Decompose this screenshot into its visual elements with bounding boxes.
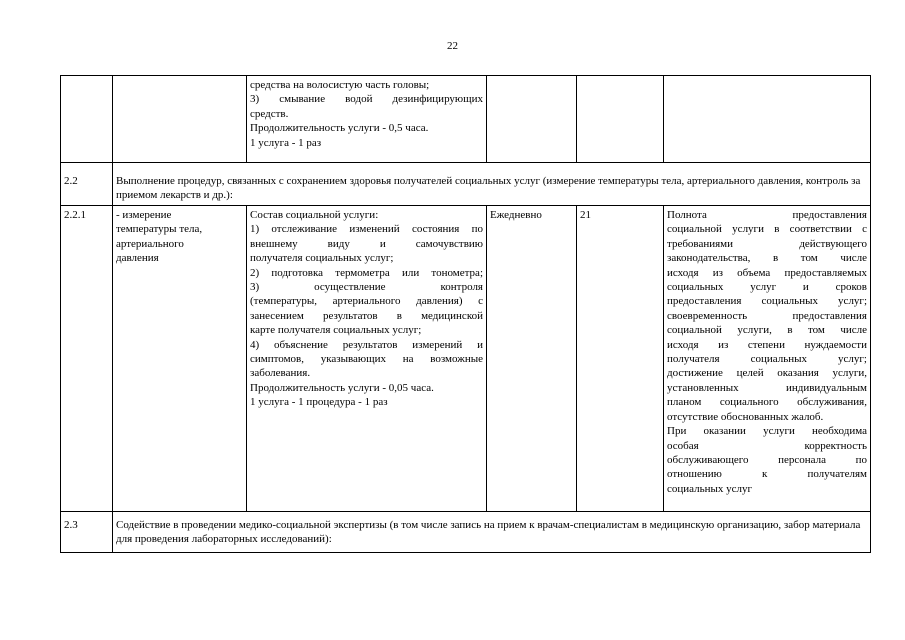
quality-line: получателя социальных услуг; [667,353,867,366]
content-line: заболевания. [250,367,311,380]
periodicity: Ежедневно [487,206,577,512]
table-row-continuation [61,76,871,163]
quality-line: требованиями действующего [667,237,867,250]
quality-line: законодательства, в том числе [667,252,867,265]
row-number: 2.2 [61,163,113,206]
quality-line: отношению к получателям [667,468,867,481]
cell-content [247,76,487,163]
quality-line: предоставления социальных услуг; [667,295,867,308]
name-line: артериального [116,237,184,250]
quality-line: социальной услуги, в том числе [667,324,867,337]
content-line: 4) объяснение результатов измерений и [250,338,483,351]
content-line: (температуры, артериального давления) с [250,295,483,308]
content-line: 2) подготовка термометра или тонометра; [250,266,483,279]
content-line: занесением результатов в медицинской [250,309,483,322]
services-table [60,75,871,553]
service-count: 21 [577,206,664,512]
content-line: Продолжительность услуги - 0,05 часа. [250,381,434,394]
quality-line: планом социального обслуживания, [667,396,867,409]
content-line: 1) отслеживание изменений состояния по [250,223,483,236]
table-row-2-3 [61,512,871,553]
content-line: средства на волосистую часть головы; [250,79,430,91]
quality-line: социальных услуг и сроков [667,281,867,294]
name-line: давления [116,252,159,265]
cell-name [113,76,247,163]
quality-line: При оказании услуги необходима [667,425,867,438]
quality-line: социальной услуги в соответствии с [667,223,867,236]
quality-line: отсутствие обоснованных жалоб. [667,410,824,423]
name-line: - измерение [116,209,172,221]
cell-count [577,76,664,163]
quality-line: достижение целей оказания услуги, [667,367,867,380]
section-heading: Содействие в проведении медико-социальной экспертизы (в том числе запись на прием к врачам-специалистам в медицинскую организацию, забор материала для проведения лабораторных исследований): [113,512,871,553]
row-number: 2.2.1 [61,206,113,512]
section-heading: Выполнение процедур, связанных с сохранением здоровья получателей социальных услуг (измерение температуры тела, артериального давления, контроль за приемом лекарств и др.): [113,163,871,206]
content-line: Продолжительность услуги - 0,5 часа. [250,122,429,135]
cell-quality [664,76,871,163]
cell-periodicity [487,76,577,163]
quality-line: Полнота предоставления [667,209,867,221]
page-number: 22 [447,40,458,52]
content-line: получателя социальных услуг; [250,252,394,265]
content-line: Состав социальной услуги: [250,209,379,221]
quality-line: исходя из степени нуждаемости [667,338,867,351]
content-line: средств. [250,107,289,120]
row-number: 2.3 [61,512,113,553]
quality-line: исходя из объема предоставляемых [667,266,867,279]
content-line: карте получателя социальных услуг; [250,324,422,337]
content-line: 3) смывание водой дезинфицирующих [250,93,483,106]
name-line: температуры тела, [116,223,203,236]
content-line: симптомов, указывающих на возможные [250,353,483,366]
content-line: 3) осуществление контроля [250,281,483,294]
service-name [113,206,247,512]
table-row-2-2-1 [61,206,871,512]
table-row-2-2 [61,163,871,206]
cell-num [61,76,113,163]
quality-criteria [664,206,871,512]
quality-line: установленных индивидуальным [667,381,867,394]
content-line: 1 услуга - 1 раз [250,136,322,149]
quality-line: своевременность предоставления [667,309,867,322]
quality-line: особая корректность [667,439,867,452]
content-line: 1 услуга - 1 процедура - 1 раз [250,396,388,409]
service-content [247,206,487,512]
content-line: внешнему виду и самочувствию [250,237,483,250]
quality-line: обслуживающего персонала по [667,453,867,466]
quality-line: социальных услуг [667,482,753,495]
